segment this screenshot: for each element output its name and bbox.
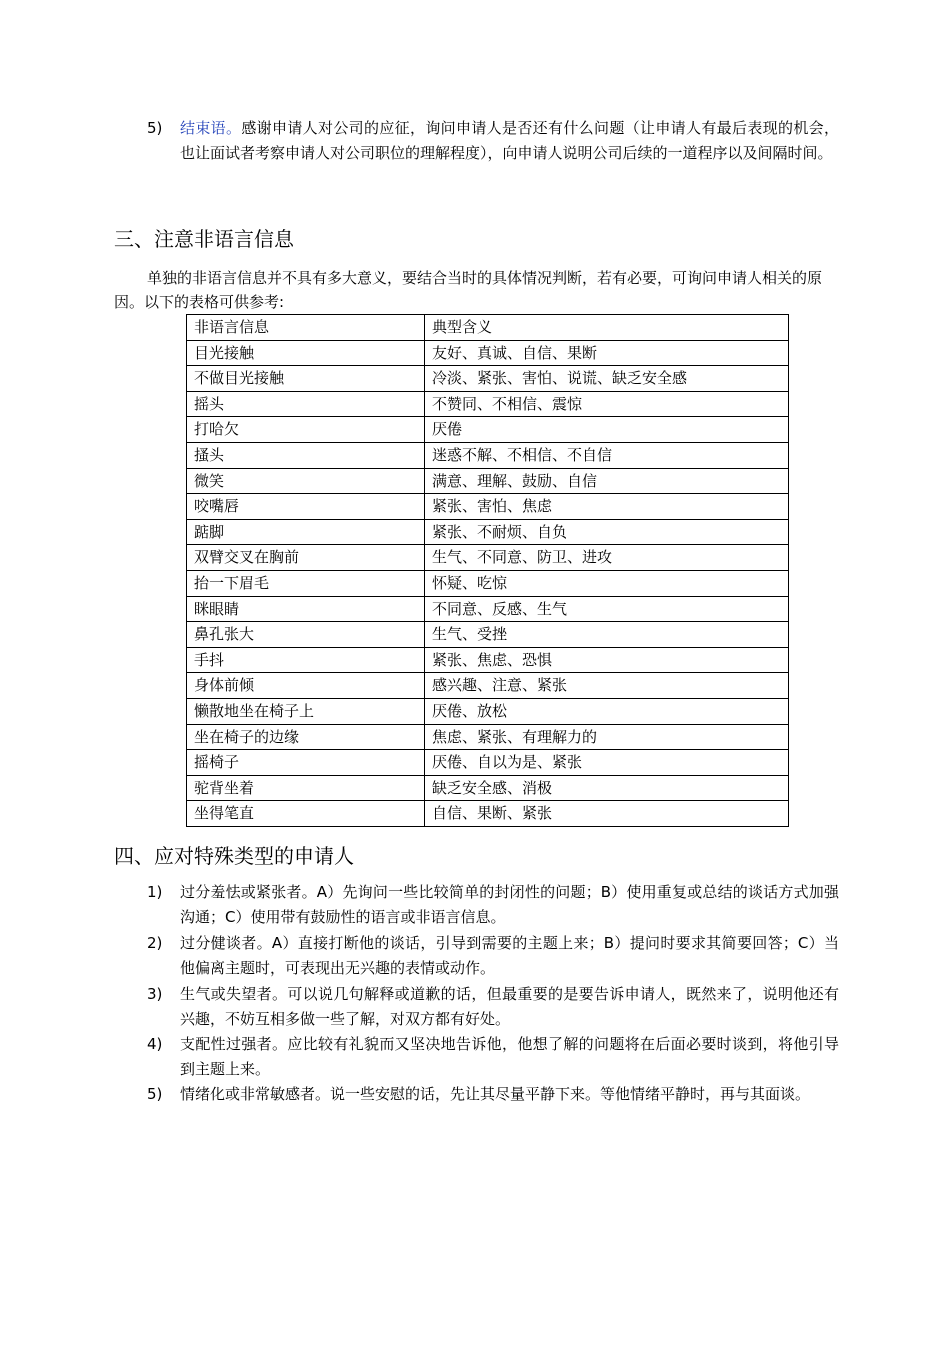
section-3-intro: 单独的非语言信息并不具有多大意义，要结合当时的具体情况判断，若有必要，可询问申请人相关的原因。以下的表格可供参考:	[114, 269, 823, 311]
table-row	[187, 545, 789, 571]
nonverbal-cue-cell: 坐得笔直	[187, 801, 425, 827]
nonverbal-cue-cell: 摇椅子	[187, 750, 425, 776]
nonverbal-cue-cell: 懒散地坐在椅子上	[187, 698, 425, 724]
nonverbal-cue-cell: 手抖	[187, 647, 425, 673]
nonverbal-cue-cell: 眯眼睛	[187, 596, 425, 622]
item-body: 感谢申请人对公司的应征，询问申请人是否还有什么问题（让申请人有最后表现的机会，也让面试者考察申请人对公司职位的理解程度），向申请人说明公司后续的一道程序以及间隔时间。	[180, 119, 839, 162]
meaning-cell: 紧张、害怕、焦虑	[425, 494, 789, 520]
table-header-cell: 典型含义	[425, 315, 789, 341]
item-text: 过分健谈者。A）直接打断他的谈话，引导到需要的主题上来；B）提问时要求其简要回答；C）当他偏离主题时，可表现出无兴趣的表情或动作。	[180, 934, 839, 977]
table-row	[187, 750, 789, 776]
nonverbal-table	[186, 314, 789, 827]
item-text: 生气或失望者。可以说几句解释或道歉的话，但最重要的是要告诉申请人，既然来了，说明他还有兴趣，不妨互相多做一些了解，对双方都有好处。	[180, 985, 839, 1028]
item-text: 情绪化或非常敏感者。说一些安慰的话，先让其尽量平静下来。等他情绪平静时，再与其面谈。	[180, 1085, 811, 1103]
table-row	[187, 622, 789, 648]
table-row	[187, 366, 789, 392]
list-item	[147, 880, 839, 929]
table-header-cell: 非语言信息	[187, 315, 425, 341]
nonverbal-cue-cell: 驼背坐着	[187, 775, 425, 801]
table-header-row	[187, 315, 789, 341]
meaning-cell: 友好、真诚、自信、果断	[425, 340, 789, 366]
nonverbal-cue-cell: 摇头	[187, 391, 425, 417]
table-row	[187, 801, 789, 827]
meaning-cell: 冷淡、紧张、害怕、说谎、缺乏安全感	[425, 366, 789, 392]
table-row	[187, 647, 789, 673]
table-row	[187, 468, 789, 494]
meaning-cell: 厌倦、放松	[425, 698, 789, 724]
item-number: 1)	[147, 883, 163, 901]
nonverbal-cue-cell: 目光接触	[187, 340, 425, 366]
meaning-cell: 焦虑、紧张、有理解力的	[425, 724, 789, 750]
meaning-cell: 紧张、焦虑、恐惧	[425, 647, 789, 673]
meaning-cell: 生气、受挫	[425, 622, 789, 648]
list-item	[147, 1032, 839, 1081]
meaning-cell: 厌倦	[425, 417, 789, 443]
meaning-cell: 缺乏安全感、消极	[425, 775, 789, 801]
table-row	[187, 391, 789, 417]
list-item	[147, 1082, 839, 1107]
table-row	[187, 442, 789, 468]
nonverbal-cue-cell: 抬一下眉毛	[187, 570, 425, 596]
meaning-cell: 迷惑不解、不相信、不自信	[425, 442, 789, 468]
list-item	[147, 982, 839, 1031]
item-number: 2)	[147, 934, 163, 952]
section-4-heading: 四、应对特殊类型的申请人	[114, 844, 354, 868]
nonverbal-cue-cell: 打哈欠	[187, 417, 425, 443]
table-row	[187, 673, 789, 699]
meaning-cell: 感兴趣、注意、紧张	[425, 673, 789, 699]
nonverbal-cue-cell: 坐在椅子的边缘	[187, 724, 425, 750]
meaning-cell: 生气、不同意、防卫、进攻	[425, 545, 789, 571]
table-row	[187, 340, 789, 366]
list-item	[147, 931, 839, 980]
item-text: 过分羞怯或紧张者。A）先询问一些比较简单的封闭性的问题；B）使用重复或总结的谈话方式加强沟通；C）使用带有鼓励性的语言或非语言信息。	[180, 883, 839, 926]
meaning-cell: 满意、理解、鼓励、自信	[425, 468, 789, 494]
item-number: 5)	[147, 119, 163, 137]
nonverbal-cue-cell: 搔头	[187, 442, 425, 468]
nonverbal-cue-cell: 微笑	[187, 468, 425, 494]
item-number: 3)	[147, 985, 163, 1003]
section-3-heading: 三、注意非语言信息	[114, 227, 294, 251]
meaning-cell: 怀疑、吃惊	[425, 570, 789, 596]
item-lead: 结束语。	[180, 119, 242, 137]
closing-remarks-item	[147, 116, 839, 165]
table-row	[187, 775, 789, 801]
item-number: 4)	[147, 1035, 163, 1053]
meaning-cell: 自信、果断、紧张	[425, 801, 789, 827]
table-row	[187, 519, 789, 545]
table-row	[187, 724, 789, 750]
table-row	[187, 417, 789, 443]
nonverbal-cue-cell: 踮脚	[187, 519, 425, 545]
meaning-cell: 厌倦、自以为是、紧张	[425, 750, 789, 776]
nonverbal-cue-cell: 身体前倾	[187, 673, 425, 699]
item-text: 支配性过强者。应比较有礼貌而又坚决地告诉他，他想了解的问题将在后面必要时谈到，将他引导到主题上来。	[180, 1035, 839, 1078]
nonverbal-cue-cell: 鼻孔张大	[187, 622, 425, 648]
item-number: 5)	[147, 1085, 163, 1103]
table-row	[187, 494, 789, 520]
item-text	[180, 116, 839, 165]
meaning-cell: 不赞同、不相信、震惊	[425, 391, 789, 417]
table-row	[187, 596, 789, 622]
nonverbal-cue-cell: 咬嘴唇	[187, 494, 425, 520]
table-row	[187, 570, 789, 596]
table-row	[187, 698, 789, 724]
nonverbal-cue-cell: 不做目光接触	[187, 366, 425, 392]
meaning-cell: 不同意、反感、生气	[425, 596, 789, 622]
meaning-cell: 紧张、不耐烦、自负	[425, 519, 789, 545]
nonverbal-cue-cell: 双臂交叉在胸前	[187, 545, 425, 571]
